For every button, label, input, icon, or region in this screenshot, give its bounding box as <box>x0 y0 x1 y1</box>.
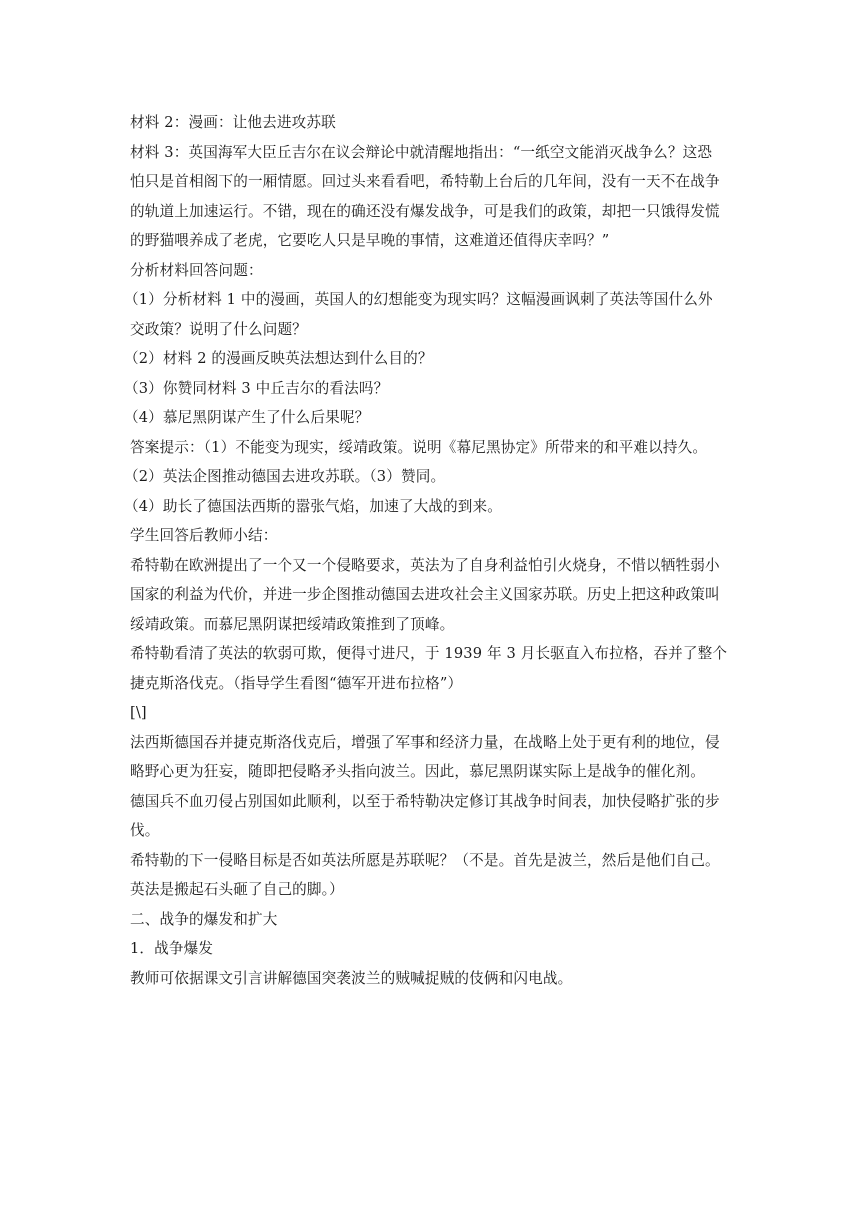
subsection-heading: 1．战争爆发 <box>130 940 214 957</box>
answer-line: 答案提示：（1）不能变为现实，绥靖政策。说明《幕尼黑协定》所带来的和平难以持久。 <box>130 438 708 456</box>
text-line: 绥靖政策。而慕尼黑阴谋把绥靖政策推到了顶峰。 <box>130 615 455 633</box>
text-line: 国家的利益为代价，并进一步企图推动德国去进攻社会主义国家苏联。历史上把这种政策叫 <box>130 586 720 603</box>
question-line: （2）材料 2 的漫画反映英法想达到什么目的？ <box>124 350 433 367</box>
text-line: 捷克斯洛伐克。（指导学生看图“德军开进布拉格”） <box>130 674 463 692</box>
answer-line: （2）英法企图推动德国去进攻苏联。（3）赞同。 <box>124 468 446 485</box>
text-line: 法西斯德国吞并捷克斯洛伐克后，增强了军事和经济力量，在战略上处于更有利的地位，侵 <box>130 733 720 751</box>
text-line: 的轨道上加速运行。不错，现在的确还没有爆发战争，可是我们的政策，却把一只饿得发慌 <box>130 202 720 220</box>
text-line: 材料 3：英国海军大臣丘吉尔在议会辩论中就清醒地指出：“一纸空文能消灭战争么？这恐 <box>130 143 713 161</box>
document-page <box>124 108 734 993</box>
text-line: 学生回答后教师小结： <box>130 527 278 544</box>
text-line: 怕只是首相阁下的一厢情愿。回过头来看看吧，希特勒上台后的几年间，没有一天不在战争 <box>130 173 720 190</box>
text-line: 希特勒在欧洲提出了一个又一个侵略要求，英法为了自身利益怕引火烧身，不惜以牺牲弱小 <box>130 556 720 574</box>
text-line: 交政策？说明了什么问题？ <box>130 320 307 338</box>
text-line: 的野猫喂养成了老虎，它要吃人只是早晚的事情，这难道还值得庆幸吗？” <box>130 232 610 249</box>
text-line: 略野心更为狂妄，随即把侵略矛头指向波兰。因此，慕尼黑阴谋实际上是战争的催化剂。 <box>130 763 706 780</box>
text-line: 教师可依据课文引言讲解德国突袭波兰的贼喊捉贼的伎俩和闪电战。 <box>130 969 573 987</box>
question-line: （4）慕尼黑阴谋产生了什么后果呢？ <box>124 409 370 426</box>
text-line: 伐。 <box>130 822 160 839</box>
section-heading: 二、战争的爆发和扩大 <box>130 910 278 928</box>
answer-line: （4）助长了德国法西斯的嚣张气焰，加速了大战的到来。 <box>124 497 503 515</box>
text-line: 分析材料回答问题： <box>130 261 263 279</box>
question-line: （1）分析材料 1 中的漫画，英国人的幻想能变为现实吗？这幅漫画讽刺了英法等国什么外 <box>124 291 713 308</box>
text-line: 希特勒看清了英法的软弱可欺，便得寸进尺，于 1939 年 3 月长驱直入布拉格，吞并了整个 <box>130 645 728 662</box>
text-line: 英法是搬起石头砸了自己的脚。） <box>130 881 344 898</box>
image-placeholder: [\] <box>130 704 147 721</box>
text-line: 希特勒的下一侵略目标是否如英法所愿是苏联呢？（不是。首先是波兰，然后是他们自己。 <box>130 851 720 869</box>
text-line: 材料 2：漫画：让他去进攻苏联 <box>130 114 336 131</box>
text-line: 德国兵不血刃侵占别国如此顺利，以至于希特勒决定修订其战争时间表，加快侵略扩张的步 <box>130 792 720 810</box>
question-line: （3）你赞同材料 3 中丘吉尔的看法吗？ <box>124 379 389 397</box>
